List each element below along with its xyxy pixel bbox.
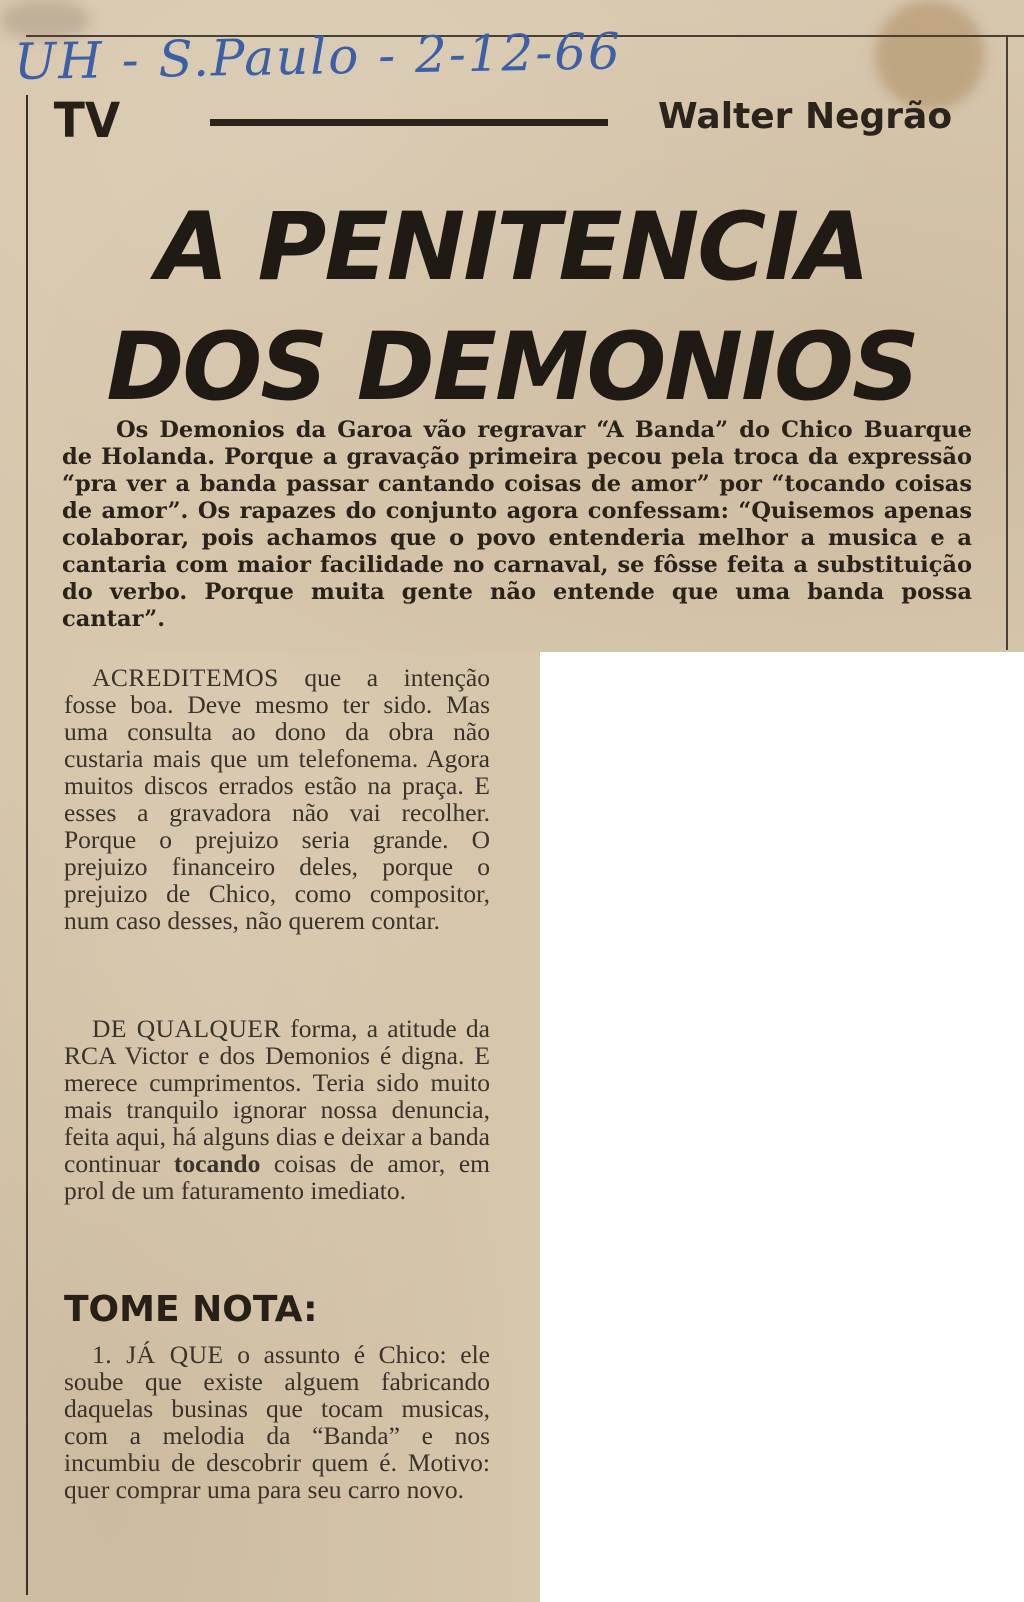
section-label: TV — [53, 93, 121, 149]
paragraph-text: que a intenção fosse boa. Deve mesmo ter sido. Mas uma consulta ao dono da obra não custaria mais que um telefonema. Agora muitos discos errados estão na praça. E esses a gravadora não vai recolher. Porque o prejuizo seria grande. O prejuizo financeiro deles, porque o prejuizo de Chico, como compositor, num caso desses, não querem contar. — [64, 663, 490, 935]
tome-nota-heading: TOME NOTA: — [64, 1289, 318, 1330]
handwritten-source-note: UH - S.Paulo - 2-12-66 — [13, 22, 623, 91]
section-rule — [210, 119, 608, 126]
lead-paragraph: Os Demonios da Garoa vão regravar “A Banda” do Chico Buarque de Holanda. Porque a gravação primeira pecou pela troca da expressão “pra ver a banda passar cantando coisas de amor” por “tocando coisas de amor”. Os rapazes do conjunto agora confessam: “Quisemos apenas colaborar, pois achamos que o povo entenderia melhor a musica e a cantaria com maior facilidade no carnaval, se fôsse feita a substituição do verbo. Porque muita gente não entende que uma banda possa cantar”. — [62, 417, 972, 632]
item-lead-in: 1. JÁ QUE — [92, 1340, 224, 1369]
paragraph-lead-in: DE QUALQUER — [92, 1014, 281, 1043]
headline-line-2: DOS DEMONIOS — [106, 313, 918, 422]
author-byline: Walter Negrão — [658, 96, 953, 137]
paragraph-text: coisas de amor, em prol de um faturamento imediato. — [64, 1149, 490, 1205]
tome-nota-item-1 — [64, 1341, 490, 1503]
paragraph-lead-in: ACREDITEMOS — [92, 663, 279, 692]
body-paragraph-2 — [64, 1015, 490, 1204]
headline-line-1: A PENITENCIA — [156, 193, 868, 302]
item-text: o assunto é Chico: ele soube que existe alguem fabricando daquelas businas que tocam musicas, com a melodia da “Banda” e nos incumbiu de descobrir quem é. Motivo: quer comprar uma para seu carro novo. — [64, 1340, 490, 1504]
paper-stain — [875, 0, 985, 110]
body-paragraph-1 — [64, 664, 490, 934]
emphasized-word: tocando — [173, 1149, 261, 1178]
paragraph-text: forma, a atitude da RCA Victor e dos Demonios é digna. E merece cumprimentos. Teria sido muito mais tranquilo ignorar nossa denuncia, feita aqui, há alguns dias e deixar a banda continuar — [64, 1014, 490, 1178]
